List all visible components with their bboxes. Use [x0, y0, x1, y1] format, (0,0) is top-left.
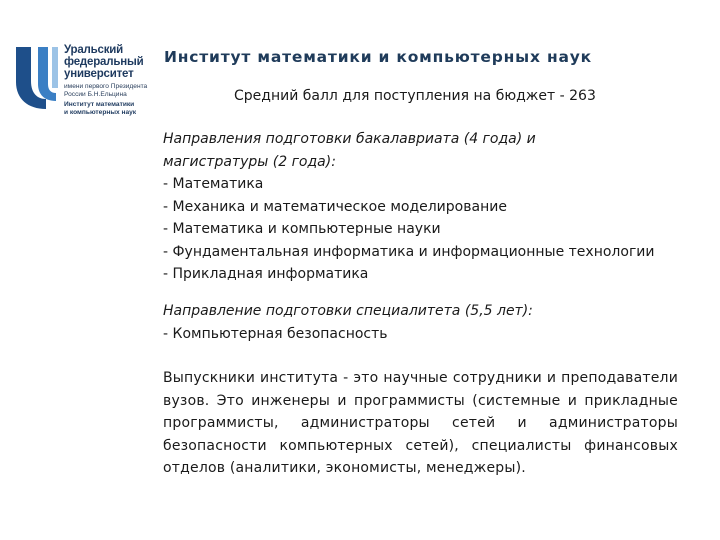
logo-text: [64, 44, 164, 116]
graduates-paragraph: Выпускники института - это научные сотрудники и преподаватели вузов. Это инженеры и программисты (системные и прикладные программисты, администраторы сетей и администраторы безопасности компьютерных сетей), специалисты финансовых отделов (аналитики, экономисты, менеджеры).: [163, 370, 678, 476]
section-heading: магистратуры (2 года):: [163, 153, 336, 170]
urfu-logo-mark: [14, 44, 60, 110]
specialist-section: [163, 300, 693, 345]
logo-subtitle-line: России Б.Н.Ельцина: [64, 90, 127, 98]
list-item: - Математика: [163, 176, 264, 192]
university-name-line: Уральский: [64, 44, 124, 56]
logo-institute-line: и компьютерных наук: [64, 108, 137, 116]
list-item: - Математика и компьютерные науки: [163, 221, 441, 237]
university-name-line: университет: [64, 68, 134, 80]
university-name-line: федеральный: [64, 56, 144, 68]
logo-subtitle-line: имени первого Президента: [64, 83, 148, 90]
section-heading: Направления подготовки бакалавриата (4 года) и: [163, 131, 536, 147]
list-item: - Механика и математическое моделирование: [163, 198, 507, 215]
section-heading: Направление подготовки специалитета (5,5 лет):: [163, 303, 533, 319]
page-title: Институт математики и компьютерных наук: [164, 48, 592, 66]
bachelor-master-section: [163, 128, 693, 286]
logo-institute-line: Институт математики: [64, 101, 135, 109]
average-score-text: Средний балл для поступления на бюджет - 263: [234, 88, 596, 104]
university-logo: [14, 44, 162, 136]
list-item: - Компьютерная безопасность: [163, 325, 388, 342]
list-item: - Прикладная информатика: [163, 266, 369, 282]
list-item: - Фундаментальная информатика и информационные технологии: [163, 243, 655, 260]
